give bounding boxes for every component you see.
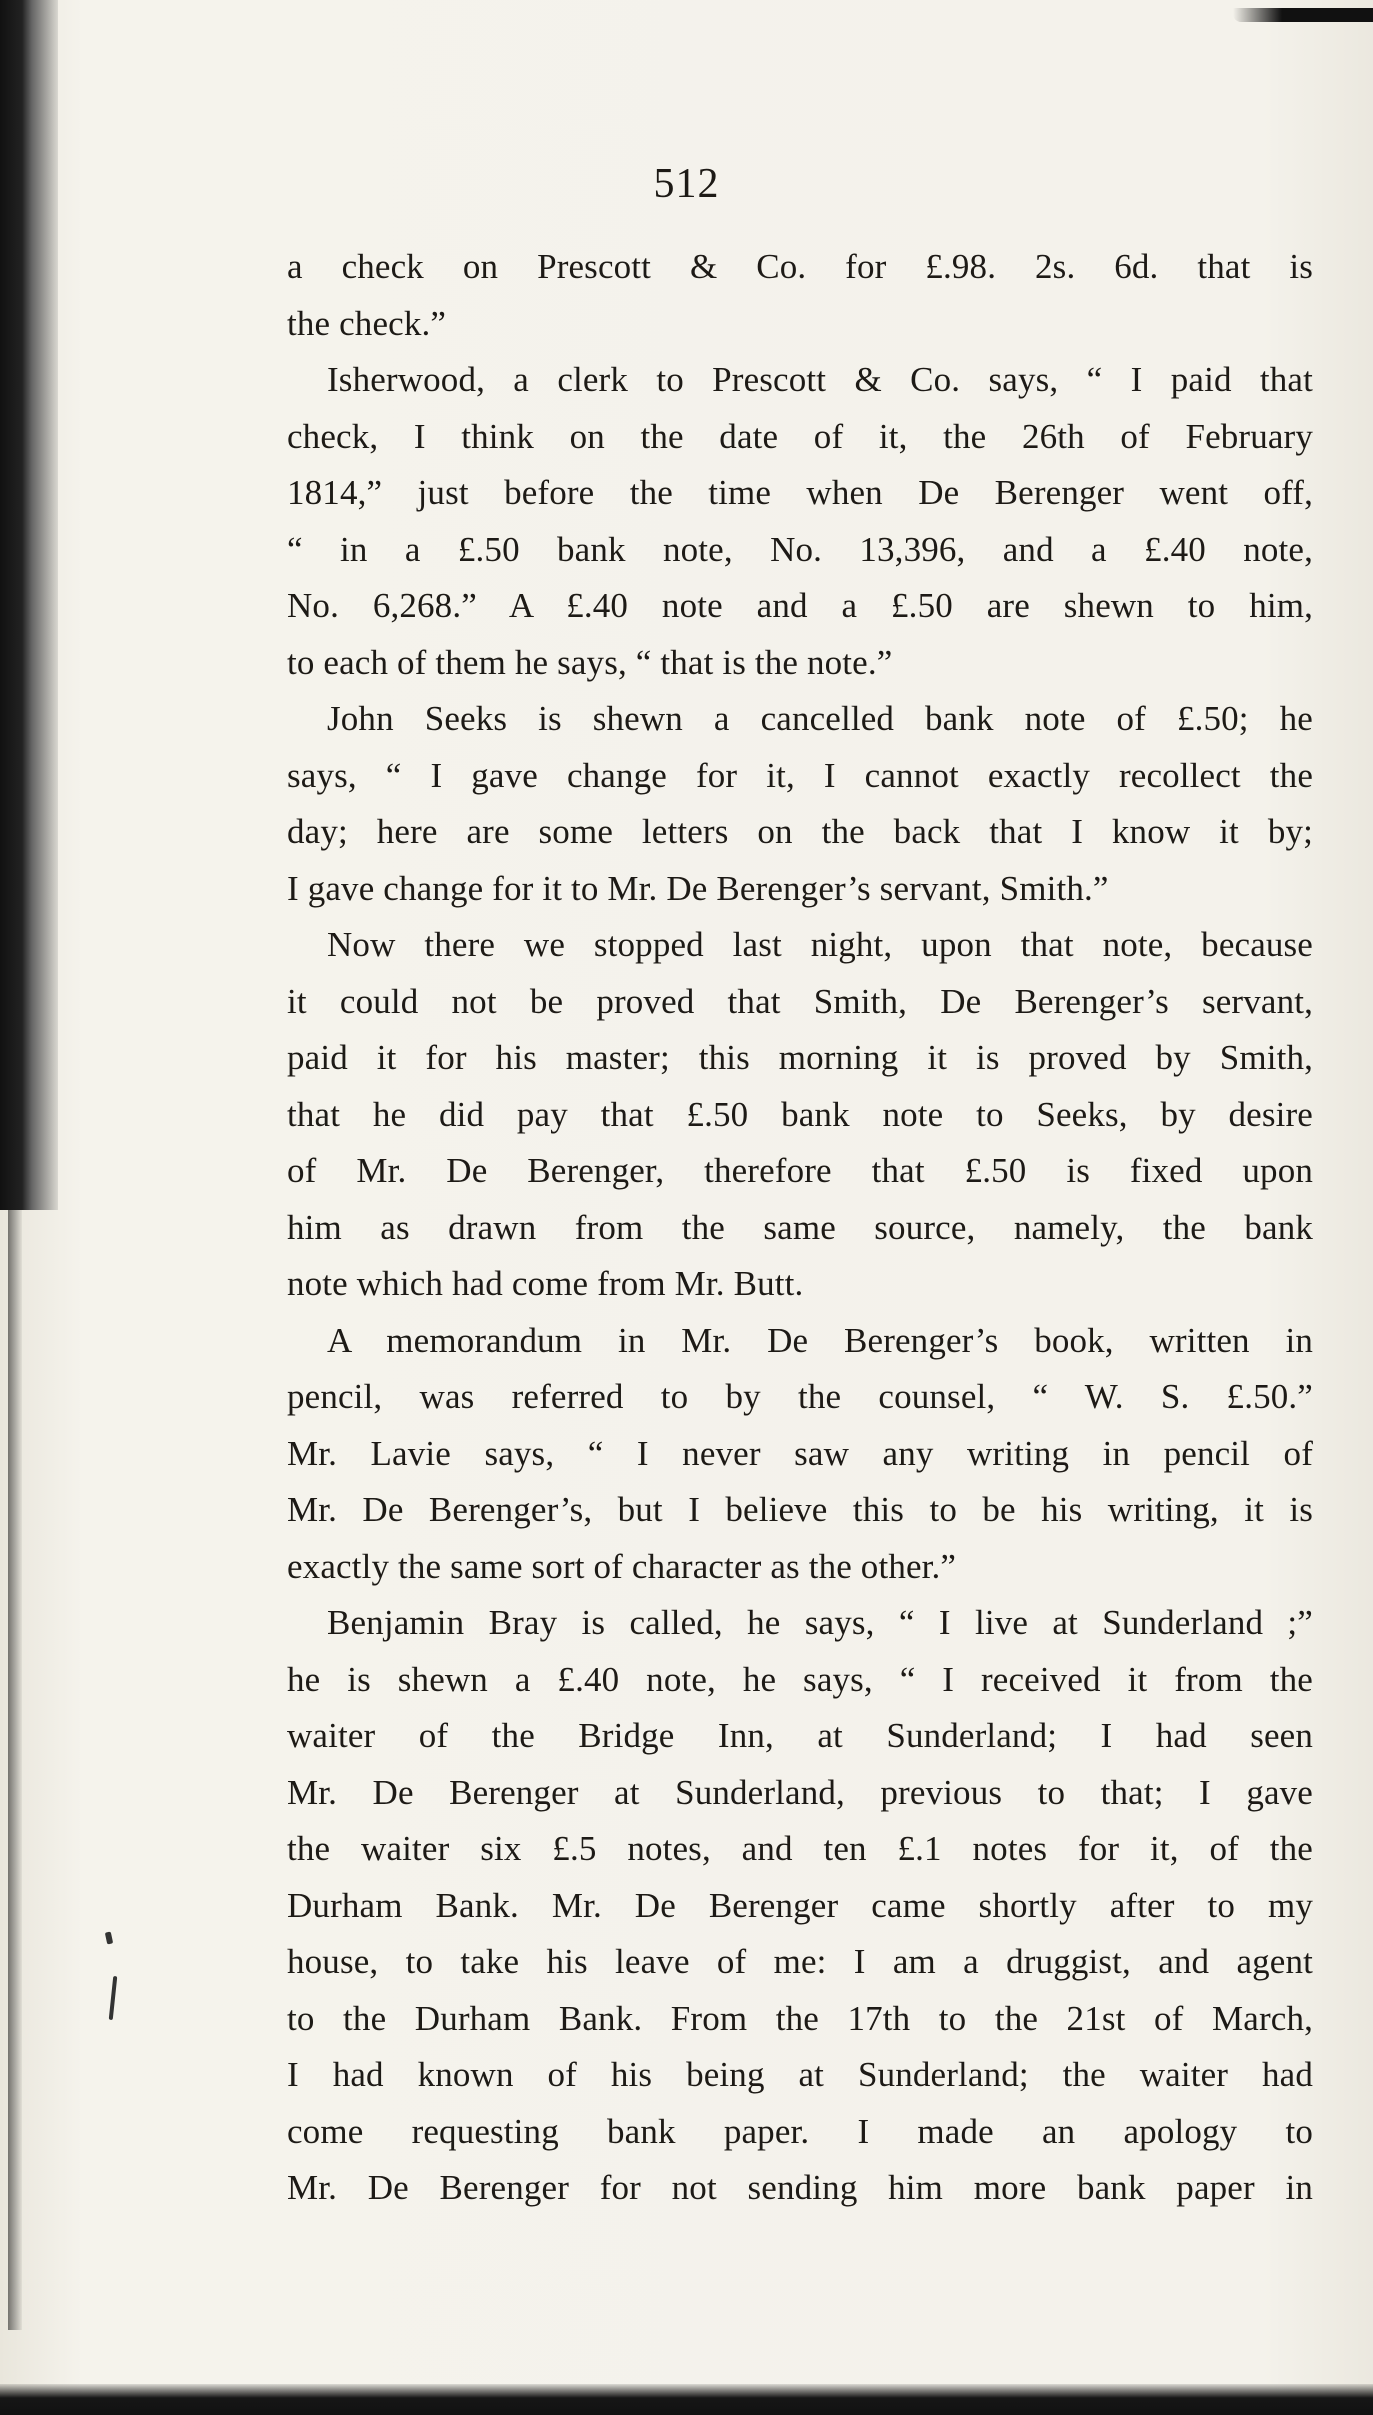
text-line: Now there we stopped last night, upon that note, because <box>327 925 1313 964</box>
text-line: A memorandum in Mr. De Berenger’s book, written in <box>327 1320 1313 1360</box>
text-line: waiter of the Bridge Inn, at Sunderland; I had seen <box>287 1716 1313 1755</box>
text-line: Mr. De Berenger for not sending him more bank paper in <box>287 2168 1313 2207</box>
text-line: 1814,” just before the time when De Berenger went off, <box>287 473 1313 512</box>
text-line: to each of them he says, “ that is the note.” <box>287 642 893 682</box>
text-line: come requesting bank paper. I made an apology to <box>287 2111 1313 2151</box>
text-line: of Mr. De Berenger, therefore that £.50 is fixed upon <box>287 1151 1313 1190</box>
text-line: note which had come from Mr. Butt. <box>287 1264 804 1303</box>
text-line: paid it for his master; this morning it is proved by Smith, <box>287 1038 1313 1077</box>
text-line: day; here are some letters on the back that I know it by; <box>287 812 1313 851</box>
page-binding-shadow-lower <box>8 1210 22 2330</box>
text-line: a check on Prescott & Co. for £.98. 2s. 6d. that is <box>287 247 1313 286</box>
text-line: house, to take his leave of me: I am a druggist, and agent <box>287 1942 1313 1981</box>
text-line: Mr. De Berenger’s, but I believe this to be his writing, it is <box>287 1490 1313 1529</box>
text-line: says, “ I gave change for it, I cannot exactly recollect the <box>287 755 1313 795</box>
text-line: it could not be proved that Smith, De Berenger’s servant, <box>287 981 1313 1021</box>
text-line: the check.” <box>287 303 447 343</box>
top-corner-shadow <box>1233 8 1373 22</box>
margin-ink-mark <box>109 1976 118 2020</box>
text-line: that he did pay that £.50 bank note to Seeks, by desire <box>287 1094 1313 1134</box>
text-line: Benjamin Bray is called, he says, “ I live at Sunderland ;” <box>327 1603 1313 1642</box>
text-line: the waiter six £.5 notes, and ten £.1 notes for it, of the <box>287 1829 1313 1868</box>
bottom-edge-shadow <box>0 2384 1373 2415</box>
text-line: John Seeks is shewn a cancelled bank note of £.50; he <box>327 699 1313 738</box>
text-line: check, I think on the date of it, the 26th of February <box>287 416 1313 456</box>
text-line: Isherwood, a clerk to Prescott & Co. says, “ I paid that <box>327 360 1313 399</box>
text-line: pencil, was referred to by the counsel, “ W. S. £.50.” <box>287 1377 1313 1416</box>
text-line: Durham Bank. Mr. De Berenger came shortly after to my <box>287 1885 1313 1925</box>
text-line: exactly the same sort of character as the other.” <box>287 1546 957 1586</box>
text-line: I gave change for it to Mr. De Berenger’s servant, Smith.” <box>287 868 1109 908</box>
text-line: Mr. De Berenger at Sunderland, previous to that; I gave <box>287 1772 1313 1812</box>
text-line: he is shewn a £.40 note, he says, “ I received it from the <box>287 1659 1313 1699</box>
text-line: No. 6,268.” A £.40 note and a £.50 are shewn to him, <box>287 586 1313 625</box>
margin-ink-mark <box>105 1932 113 1945</box>
text-line: “ in a £.50 bank note, No. 13,396, and a £.40 note, <box>287 529 1313 569</box>
page-number: 512 <box>653 161 720 207</box>
text-line: to the Durham Bank. From the 17th to the 21st of March, <box>287 1998 1313 2038</box>
text-line: him as drawn from the same source, namely, the bank <box>287 1207 1313 1247</box>
text-line: I had known of his being at Sunderland; the waiter had <box>287 2055 1313 2094</box>
text-line: Mr. Lavie says, “ I never saw any writing in pencil of <box>287 1433 1313 1473</box>
body-text <box>287 239 1313 2217</box>
